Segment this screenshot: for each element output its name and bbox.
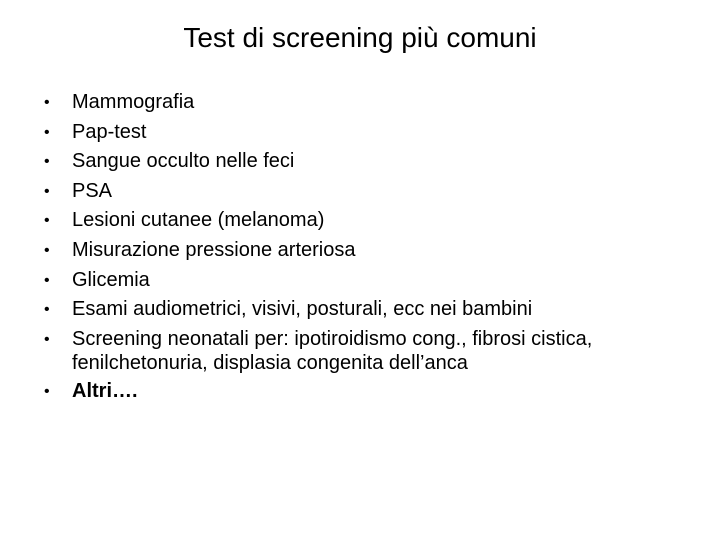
bullet-text: Altri…. xyxy=(72,379,138,402)
bullet-icon: • xyxy=(44,241,50,259)
bullet-text: Sangue occulto nelle feci xyxy=(72,150,295,173)
list-item xyxy=(44,325,664,377)
list-item xyxy=(44,88,664,118)
bullet-icon: • xyxy=(44,94,50,111)
list-item xyxy=(44,206,664,236)
slide-title: Test di screening più comuni xyxy=(183,22,537,53)
bullet-text: Misurazione pressione arteriosa xyxy=(72,238,356,261)
bullet-text: Glicemia xyxy=(72,268,150,291)
bullet-text: Lesioni cutanee (melanoma) xyxy=(72,209,325,232)
list-item xyxy=(44,177,664,207)
list-item xyxy=(44,266,664,296)
bullet-icon: • xyxy=(44,382,50,400)
list-item xyxy=(44,295,664,325)
list-item xyxy=(44,147,664,177)
bullet-icon: • xyxy=(44,123,50,141)
bullet-icon: • xyxy=(44,182,50,200)
bullet-text: Mammografia xyxy=(72,91,195,113)
bullet-icon: • xyxy=(44,153,50,171)
list-item xyxy=(44,236,664,266)
bullet-icon: • xyxy=(44,330,50,348)
bullet-icon: • xyxy=(44,301,50,319)
bullet-text: Esami audiometrici, visivi, posturali, ecc nei bambini xyxy=(72,298,533,321)
list-item xyxy=(44,118,664,148)
bullet-text: Screening neonatali per: ipotiroidismo cong., fibrosi cistica, fenilchetonuria, displasia congenita dell’anca xyxy=(72,327,593,374)
bullet-icon: • xyxy=(44,212,50,230)
bullet-list xyxy=(44,88,664,406)
bullet-icon: • xyxy=(44,271,50,289)
bullet-text: Pap-test xyxy=(72,120,147,143)
list-item xyxy=(44,377,664,407)
bullet-text: PSA xyxy=(72,179,113,202)
